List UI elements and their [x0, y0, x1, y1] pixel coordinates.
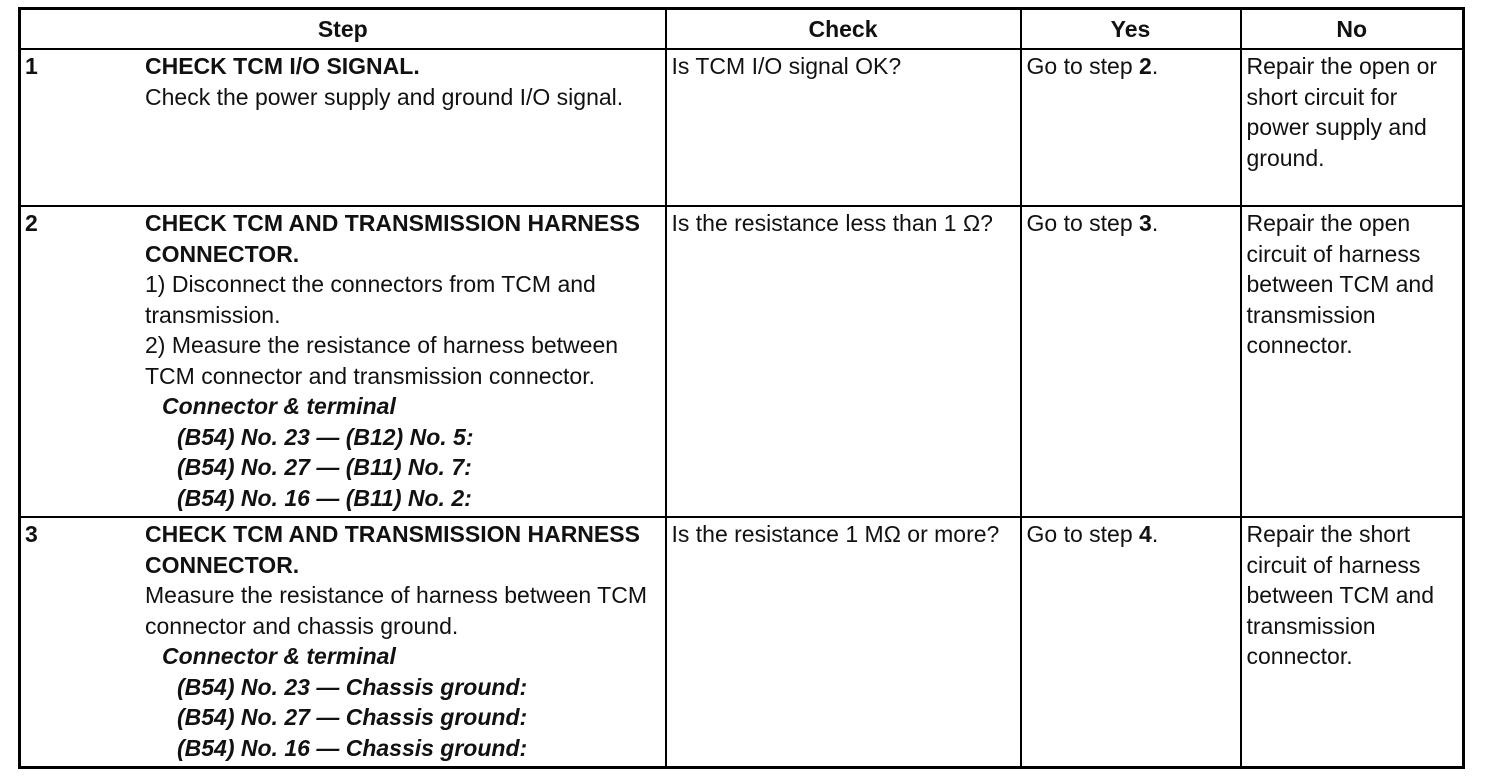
no-cell: Repair the open or short circuit for power supply and ground.: [1241, 49, 1464, 206]
step-instruction: Check the power supply and ground I/O signal.: [145, 83, 624, 110]
step-cell: [20, 517, 666, 768]
yes-cell: [1021, 206, 1241, 517]
yes-step-number: 2: [1139, 53, 1152, 79]
yes-cell: [1021, 49, 1241, 206]
header-yes: Yes: [1021, 9, 1241, 50]
yes-suffix: .: [1151, 53, 1159, 79]
diagnostic-table: [18, 7, 1465, 769]
no-cell: Repair the open circuit of harness between TCM and transmission connector.: [1241, 206, 1464, 517]
yes-text: Go to step: [1026, 521, 1140, 547]
terminal-line: (B54) No. 16 — Chassis ground:: [177, 734, 528, 761]
step-instruction: 2) Measure the resistance of harness between TCM connector and transmission connector.: [145, 332, 619, 389]
step-title: CHECK TCM I/O SIGNAL.: [145, 53, 420, 79]
no-cell: Repair the short circuit of harness between TCM and transmission connector.: [1241, 517, 1464, 768]
step-number: 3: [25, 521, 38, 547]
check-cell: Is the resistance 1 MΩ or more?: [666, 517, 1021, 768]
terminal-line: (B54) No. 23 — (B12) No. 5:: [177, 423, 474, 450]
terminal-line: (B54) No. 27 — Chassis ground:: [177, 704, 528, 730]
step-cell: [20, 49, 666, 206]
connector-terminal-heading: Connector & terminal: [162, 643, 396, 669]
step-instruction: 1) Disconnect the connectors from TCM and transmission.: [145, 271, 596, 328]
table-row: [20, 49, 1464, 206]
header-no: No: [1241, 9, 1464, 50]
terminal-line: (B54) No. 23 — Chassis ground:: [177, 673, 528, 700]
check-cell: Is the resistance less than 1 Ω?: [666, 206, 1021, 517]
table-row: [20, 517, 1464, 768]
table-row: [20, 206, 1464, 517]
terminal-line: (B54) No. 27 — (B11) No. 7:: [177, 454, 472, 480]
step-title: CHECK TCM AND TRANSMISSION HARNESS CONNECTOR.: [145, 521, 640, 578]
yes-text: Go to step: [1026, 53, 1140, 79]
step-instruction: Measure the resistance of harness between TCM connector and chassis ground.: [145, 582, 647, 639]
terminal-line: (B54) No. 16 — (B11) No. 2:: [177, 484, 472, 511]
step-number: 1: [25, 53, 38, 79]
step-cell: [20, 206, 666, 517]
connector-terminal-heading: Connector & terminal: [162, 393, 396, 419]
yes-suffix: .: [1151, 210, 1159, 236]
yes-step-number: 4: [1139, 521, 1152, 547]
yes-text: Go to step: [1026, 210, 1140, 236]
header-row: [20, 9, 1464, 50]
yes-cell: [1021, 517, 1241, 768]
step-title: CHECK TCM AND TRANSMISSION HARNESS CONNECTOR.: [145, 210, 640, 267]
yes-suffix: .: [1151, 521, 1159, 547]
step-number: 2: [25, 210, 38, 236]
header-step: Step: [20, 9, 666, 50]
check-cell: Is TCM I/O signal OK?: [666, 49, 1021, 206]
header-check: Check: [666, 9, 1021, 50]
yes-step-number: 3: [1139, 210, 1152, 236]
